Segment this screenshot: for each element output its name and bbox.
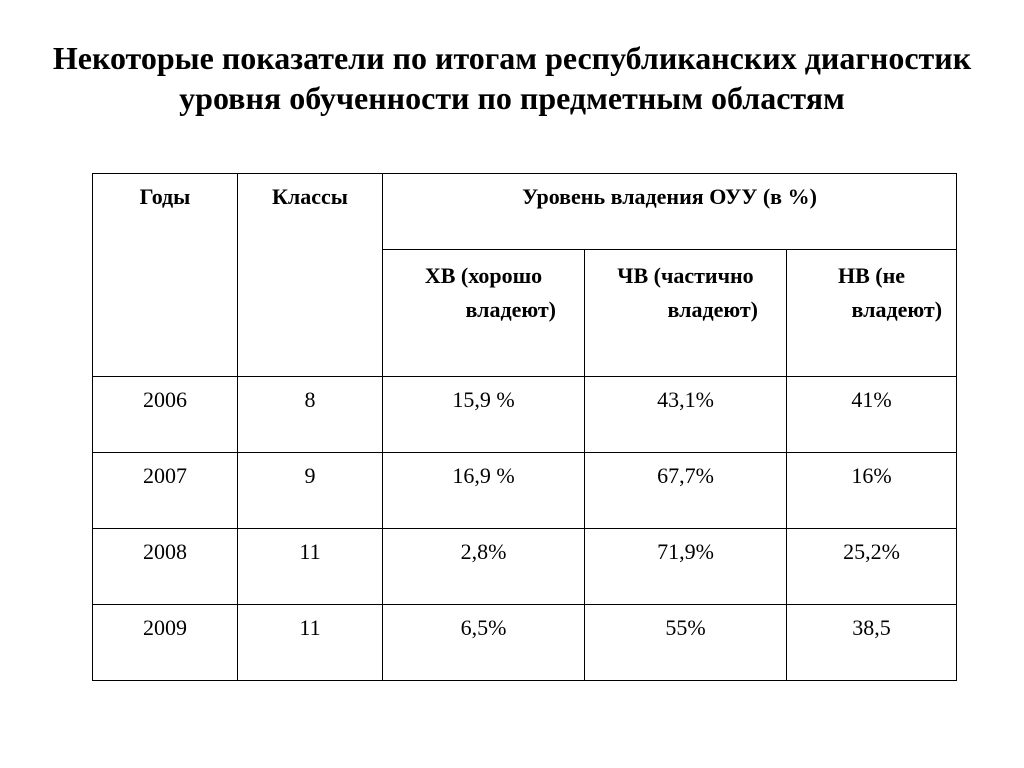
- cell-class: [238, 529, 383, 605]
- cell-hv-value: 15,9 %: [452, 387, 515, 412]
- header-hv-line-2: владеют): [465, 297, 556, 322]
- cell-nv-value: 41%: [851, 387, 892, 412]
- cell-year-value: 2008: [143, 539, 187, 564]
- cell-year: [93, 605, 238, 681]
- header-level-label: Уровень владения ОУУ (в %): [522, 184, 817, 209]
- cell-hv-value: 16,9 %: [452, 463, 515, 488]
- cell-chv: [585, 529, 787, 605]
- cell-hv-value: 6,5%: [460, 615, 507, 640]
- header-nv-line-1: НВ (не: [837, 263, 906, 288]
- cell-class-value: 9: [304, 463, 316, 488]
- cell-year: [93, 377, 238, 453]
- header-row-1: [93, 174, 957, 250]
- cell-year-value: 2009: [143, 615, 187, 640]
- slide-title-line-2: уровня обученности по предметным областям: [179, 80, 845, 116]
- cell-nv: [787, 605, 957, 681]
- results-table: [92, 173, 957, 681]
- header-years-label: Годы: [139, 184, 191, 209]
- cell-year-value: 2007: [143, 463, 187, 488]
- slide-title: [0, 38, 1024, 118]
- cell-chv-value: 43,1%: [657, 387, 714, 412]
- header-chv-line-1: ЧВ (частично: [617, 263, 754, 288]
- cell-nv: [787, 453, 957, 529]
- cell-chv-value: 67,7%: [657, 463, 714, 488]
- header-years: [93, 174, 238, 377]
- table-row: [93, 605, 957, 681]
- cell-class-value: 11: [299, 615, 321, 640]
- cell-hv-value: 2,8%: [460, 539, 507, 564]
- cell-year-value: 2006: [143, 387, 187, 412]
- cell-chv: [585, 605, 787, 681]
- header-hv: [383, 250, 585, 377]
- cell-nv: [787, 377, 957, 453]
- header-classes-label: Классы: [271, 184, 348, 209]
- header-nv-line-2: владеют): [851, 297, 943, 322]
- cell-hv: [383, 453, 585, 529]
- cell-chv: [585, 453, 787, 529]
- cell-class-value: 8: [304, 387, 316, 412]
- cell-hv: [383, 529, 585, 605]
- cell-nv-value: 16%: [851, 463, 892, 488]
- cell-chv-value: 55%: [665, 615, 706, 640]
- cell-class: [238, 453, 383, 529]
- table-row: [93, 529, 957, 605]
- cell-chv-value: 71,9%: [657, 539, 714, 564]
- cell-year: [93, 529, 238, 605]
- header-level: [383, 174, 957, 250]
- cell-nv-value: 38,5: [852, 615, 891, 640]
- cell-class: [238, 605, 383, 681]
- header-nv: [787, 250, 957, 377]
- cell-hv: [383, 377, 585, 453]
- cell-class-value: 11: [299, 539, 321, 564]
- cell-nv: [787, 529, 957, 605]
- cell-nv-value: 25,2%: [843, 539, 900, 564]
- cell-hv: [383, 605, 585, 681]
- cell-class: [238, 377, 383, 453]
- header-hv-line-1: ХВ (хорошо: [424, 263, 543, 288]
- header-chv: [585, 250, 787, 377]
- table-row: [93, 453, 957, 529]
- slide-title-line-1: Некоторые показатели по итогам республиканских диагностик: [52, 40, 972, 76]
- table-row: [93, 377, 957, 453]
- header-chv-line-2: владеют): [667, 297, 758, 322]
- cell-chv: [585, 377, 787, 453]
- cell-year: [93, 453, 238, 529]
- header-classes: [238, 174, 383, 377]
